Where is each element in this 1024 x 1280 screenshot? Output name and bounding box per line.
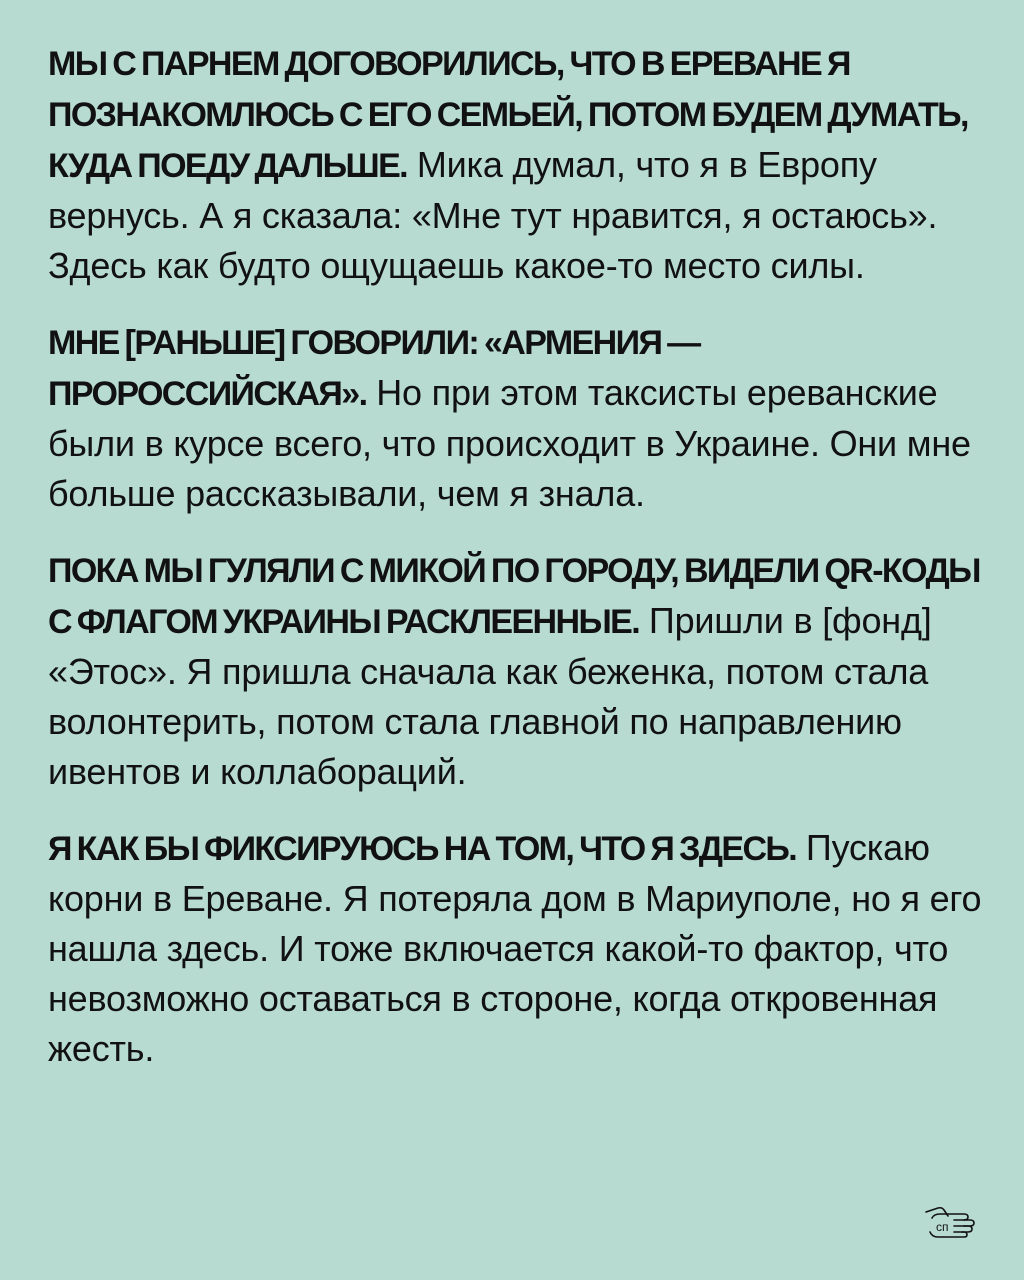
paragraph-lead: ПОКА МЫ ГУЛЯЛИ С МИКОЙ ПО ГОРОДУ, ВИДЕЛИ QR-КОДЫ С ФЛАГОМ УКРАИНЫ РАСКЛЕЕННЫЕ.: [48, 552, 980, 641]
paragraph-2: [48, 317, 988, 519]
paragraph-4: [48, 823, 988, 1074]
logo-text: сп: [936, 1220, 949, 1234]
paragraph-1: [48, 38, 988, 291]
hand-logo-icon: [924, 1204, 980, 1240]
paragraph-lead: Я КАК БЫ ФИКСИРУЮСЬ НА ТОМ, ЧТО Я ЗДЕСЬ.: [48, 830, 797, 868]
paragraph-body: Пускаю корни в Ереване. Я потеряла дом в Мариуполе, но я его нашла здесь. И тоже включается какой-то фактор, что невозможно оставаться в стороне, когда откровенная жесть.: [48, 827, 982, 1069]
paragraph-lead: МЫ С ПАРНЕМ ДОГОВОРИЛИСЬ, ЧТО В ЕРЕВАНЕ Я ПОЗНАКОМЛЮСЬ С ЕГО СЕМЬЕЙ, ПОТОМ БУДЕМ ДУМАТЬ, КУДА ПОЕДУ ДАЛЬШЕ.: [48, 45, 968, 185]
paragraph-lead: МНЕ [РАНЬШЕ] ГОВОРИЛИ: «АРМЕНИЯ — ПРОРОССИЙСКАЯ».: [48, 324, 700, 413]
paragraph-3: [48, 545, 988, 797]
paragraph-body: Мика думал, что я в Европу вернусь. А я сказала: «Мне тут нравится, я остаюсь». Здесь как будто ощущаешь какое-то место силы.: [48, 144, 938, 286]
article-text: [48, 38, 988, 1100]
paragraph-body: Пришли в [фонд] «Этос». Я пришла сначала как беженка, потом стала волонтерить, потом стала главной по направлению ивентов и коллабораций.: [48, 600, 932, 792]
paragraph-body: Но при этом таксисты ереванские были в курсе всего, что происходит в Украине. Они мне больше рассказывали, чем я знала.: [48, 372, 971, 514]
